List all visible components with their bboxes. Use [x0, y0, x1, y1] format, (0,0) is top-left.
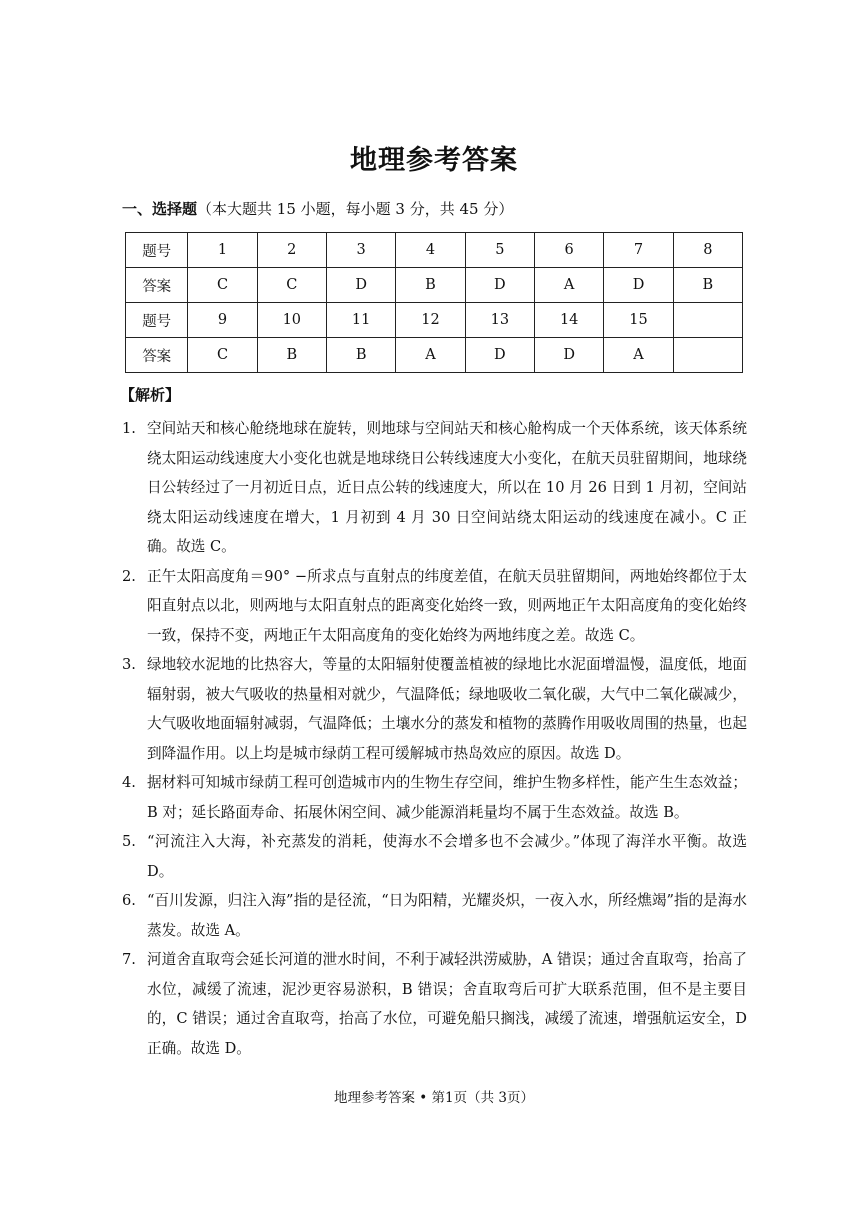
table-cell: 4: [396, 233, 465, 268]
table-cell: 6: [535, 233, 604, 268]
section-note: （本大题共 15 小题，每小题 3 分，共 45 分）: [197, 200, 514, 218]
page-title: 地理参考答案: [350, 145, 518, 176]
table-cell: B: [326, 338, 395, 373]
table-cell: B: [673, 268, 742, 303]
table-cell: C: [257, 268, 326, 303]
item-number: 5.: [122, 833, 136, 850]
table-cell: 2: [257, 233, 326, 268]
section-label: 一、选择题: [122, 200, 198, 218]
item-text: “河流注入大海，补充蒸发的消耗，使海水不会增多也不会减少。”体现了海洋水平衡。故选 D。: [147, 833, 747, 880]
answer-table: [125, 232, 743, 373]
table-cell: 15: [604, 303, 673, 338]
section-heading: [122, 198, 513, 219]
table-cell: 7: [604, 233, 673, 268]
table-row-header: 答案: [126, 268, 188, 303]
item-number: 3.: [122, 656, 136, 673]
item-number: 2.: [122, 567, 136, 585]
analysis-item: [122, 886, 747, 945]
analysis-item: [122, 650, 747, 768]
table-cell: [673, 338, 742, 373]
item-number: 1.: [122, 420, 136, 437]
item-text: 据材料可知城市绿荫工程可创造城市内的生物生存空间，维护生物多样性，能产生生态效益；B 对；延长路面寿命、拓展休闲空间、减少能源消耗量均不属于生态效益。故选 B。: [147, 774, 747, 821]
table-cell: 14: [535, 303, 604, 338]
item-text: 河道舍直取弯会延长河道的泄水时间，不利于减轻洪涝威胁，A 错误；通过舍直取弯，抬高了水位，减缓了流速，泥沙更容易淤积，B 错误；舍直取弯后可扩大联系范围，但不是主要目的，C 错误；通过舍直取弯，抬高了水位，可避免船只搁浅，减缓了流速，增强航运安全，D 正确。故选 D。: [147, 951, 747, 1057]
table-cell: 3: [326, 233, 395, 268]
table-cell: 8: [673, 233, 742, 268]
table-cell: B: [396, 268, 465, 303]
table-cell: 11: [326, 303, 395, 338]
table-cell: C: [188, 268, 257, 303]
table-cell: 5: [465, 233, 534, 268]
analysis-item: [122, 945, 747, 1063]
table-cell: 10: [257, 303, 326, 338]
table-cell: A: [604, 338, 673, 373]
item-text: “百川发源，归注入海”指的是径流，“日为阳精，光耀炎炽，一夜入水，所经燋竭”指的是海水蒸发。故选 A。: [147, 892, 747, 939]
table-cell: D: [465, 268, 534, 303]
analysis-item: [122, 768, 747, 827]
table-cell: C: [188, 338, 257, 373]
analysis-item: [122, 414, 747, 562]
table-cell: 1: [188, 233, 257, 268]
table-row-header: 题号: [126, 303, 188, 338]
table-cell: 13: [465, 303, 534, 338]
table-cell: D: [604, 268, 673, 303]
table-row-header: 题号: [126, 233, 188, 268]
item-number: 7.: [122, 951, 136, 968]
table-cell: D: [326, 268, 395, 303]
item-text: 空间站天和核心舱绕地球在旋转，则地球与空间站天和核心舱构成一个天体系统，该天体系统绕太阳运动线速度大小变化也就是地球绕日公转线速度大小变化，在航天员驻留期间，地球绕日公转经过了一月初近日点，近日点公转的线速度大，所以在 10 月 26 日到 1 月初，空间站绕太阳运动线速度在增大，1 月初到 4 月 30 日空间站绕太阳运动的线速度在减小。C 正确。故选 C。: [147, 420, 747, 555]
item-text: 正午太阳高度角＝90° −所求点与直射点的纬度差值，在航天员驻留期间，两地始终都位于太阳直射点以北，则两地与太阳直射点的距离变化始终一致，则两地正午太阳高度角的变化始终一致，保持不变，两地正午太阳高度角的变化始终为两地纬度之差。故选 C。: [147, 567, 747, 644]
item-text: 绿地较水泥地的比热容大，等量的太阳辐射使覆盖植被的绿地比水泥面增温慢，温度低，地面辐射弱，被大气吸收的热量相对就少，气温降低；绿地吸收二氧化碳，大气中二氧化碳减少，大气吸收地面辐射减弱，气温降低；土壤水分的蒸发和植物的蒸腾作用吸收周围的热量，也起到降温作用。以上均是城市绿荫工程可缓解城市热岛效应的原因。故选 D。: [147, 656, 747, 762]
table-cell: B: [257, 338, 326, 373]
table-cell: [673, 303, 742, 338]
table-row: [126, 233, 743, 268]
item-number: 6.: [122, 892, 136, 909]
page-footer: 地理参考答案 • 第1页（共 3页）: [333, 1090, 534, 1106]
table-cell: A: [535, 268, 604, 303]
table-cell: A: [396, 338, 465, 373]
analysis-list: [122, 414, 747, 1063]
table-cell: 9: [188, 303, 257, 338]
table-row: [126, 303, 743, 338]
analysis-heading: 【解析】: [120, 386, 181, 404]
table-cell: D: [465, 338, 534, 373]
table-row-header: 答案: [126, 338, 188, 373]
table-cell: 12: [396, 303, 465, 338]
table-row: [126, 268, 743, 303]
item-number: 4.: [122, 774, 136, 791]
analysis-item: [122, 827, 747, 886]
table-row: [126, 338, 743, 373]
analysis-item: [122, 562, 747, 651]
table-cell: D: [535, 338, 604, 373]
